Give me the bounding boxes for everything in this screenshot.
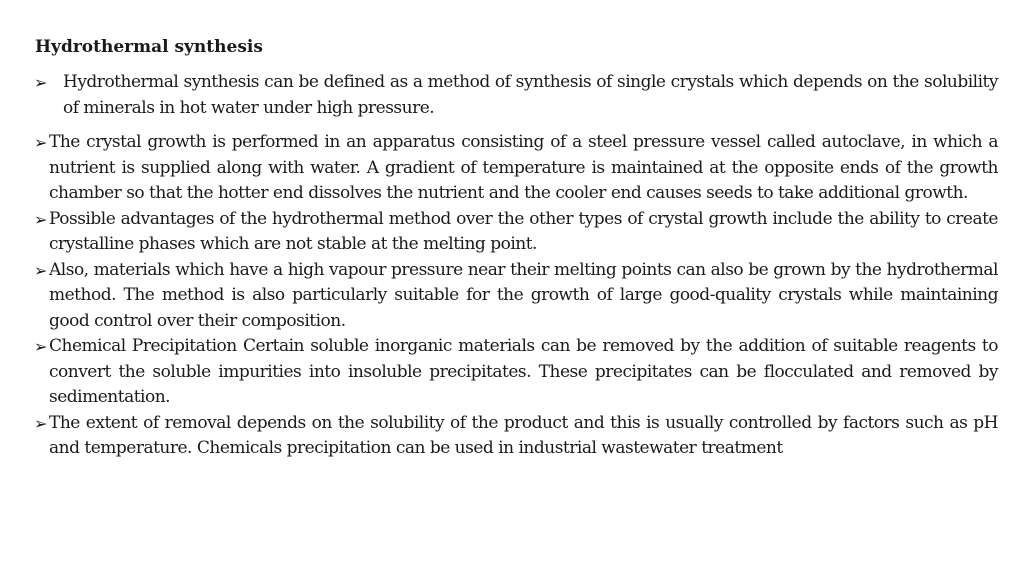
arrow-bullet-icon: ➢ (34, 73, 47, 92)
bullet-text: Possible advantages of the hydrothermal method over the other types of crystal growth include the ability to create crystalline phases which are not stable at the melting point. (49, 208, 998, 254)
arrow-bullet-icon: ➢ (34, 337, 47, 356)
bullet-item (34, 258, 998, 335)
bullet-text: Chemical Precipitation Certain soluble inorganic materials can be removed by the addition of suitable reagents to convert the soluble impurities into insoluble precipitates. These precipitates can be flocculated and removed by sedimentation. (49, 336, 998, 407)
bullet-list (34, 70, 998, 462)
bullet-text: The extent of removal depends on the solubility of the product and this is usually controlled by factors such as pH and temperature. Chemicals precipitation can be used in industrial wastewater treatment (49, 412, 998, 458)
bullet-text: Also, materials which have a high vapour pressure near their melting points can also be grown by the hydrothermal method. The method is also particularly suitable for the growth of large good-quality crystals while maintaining good control over their composition. (49, 259, 998, 331)
bullet-item (34, 411, 998, 462)
bullet-text: Hydrothermal synthesis can be defined as a method of synthesis of single crystals which depends on the solubility of minerals in hot water under high pressure. (63, 72, 998, 118)
bullet-item (34, 207, 998, 258)
arrow-bullet-icon: ➢ (34, 133, 47, 152)
arrow-bullet-icon: ➢ (34, 260, 47, 280)
arrow-bullet-icon: ➢ (34, 209, 47, 229)
bullet-item (34, 334, 998, 411)
bullet-text: The crystal growth is performed in an apparatus consisting of a steel pressure vessel called autoclave, in which a nutrient is supplied along with water. A gradient of temperature is maintained at the opposite ends of the growth chamber so that the hotter end dissolves the nutrient and the cooler end causes seeds to take additional growth. (49, 132, 998, 203)
bullet-item (34, 70, 998, 121)
slide-title: Hydrothermal synthesis (35, 37, 263, 57)
arrow-bullet-icon: ➢ (34, 413, 47, 433)
bullet-item (34, 130, 998, 207)
